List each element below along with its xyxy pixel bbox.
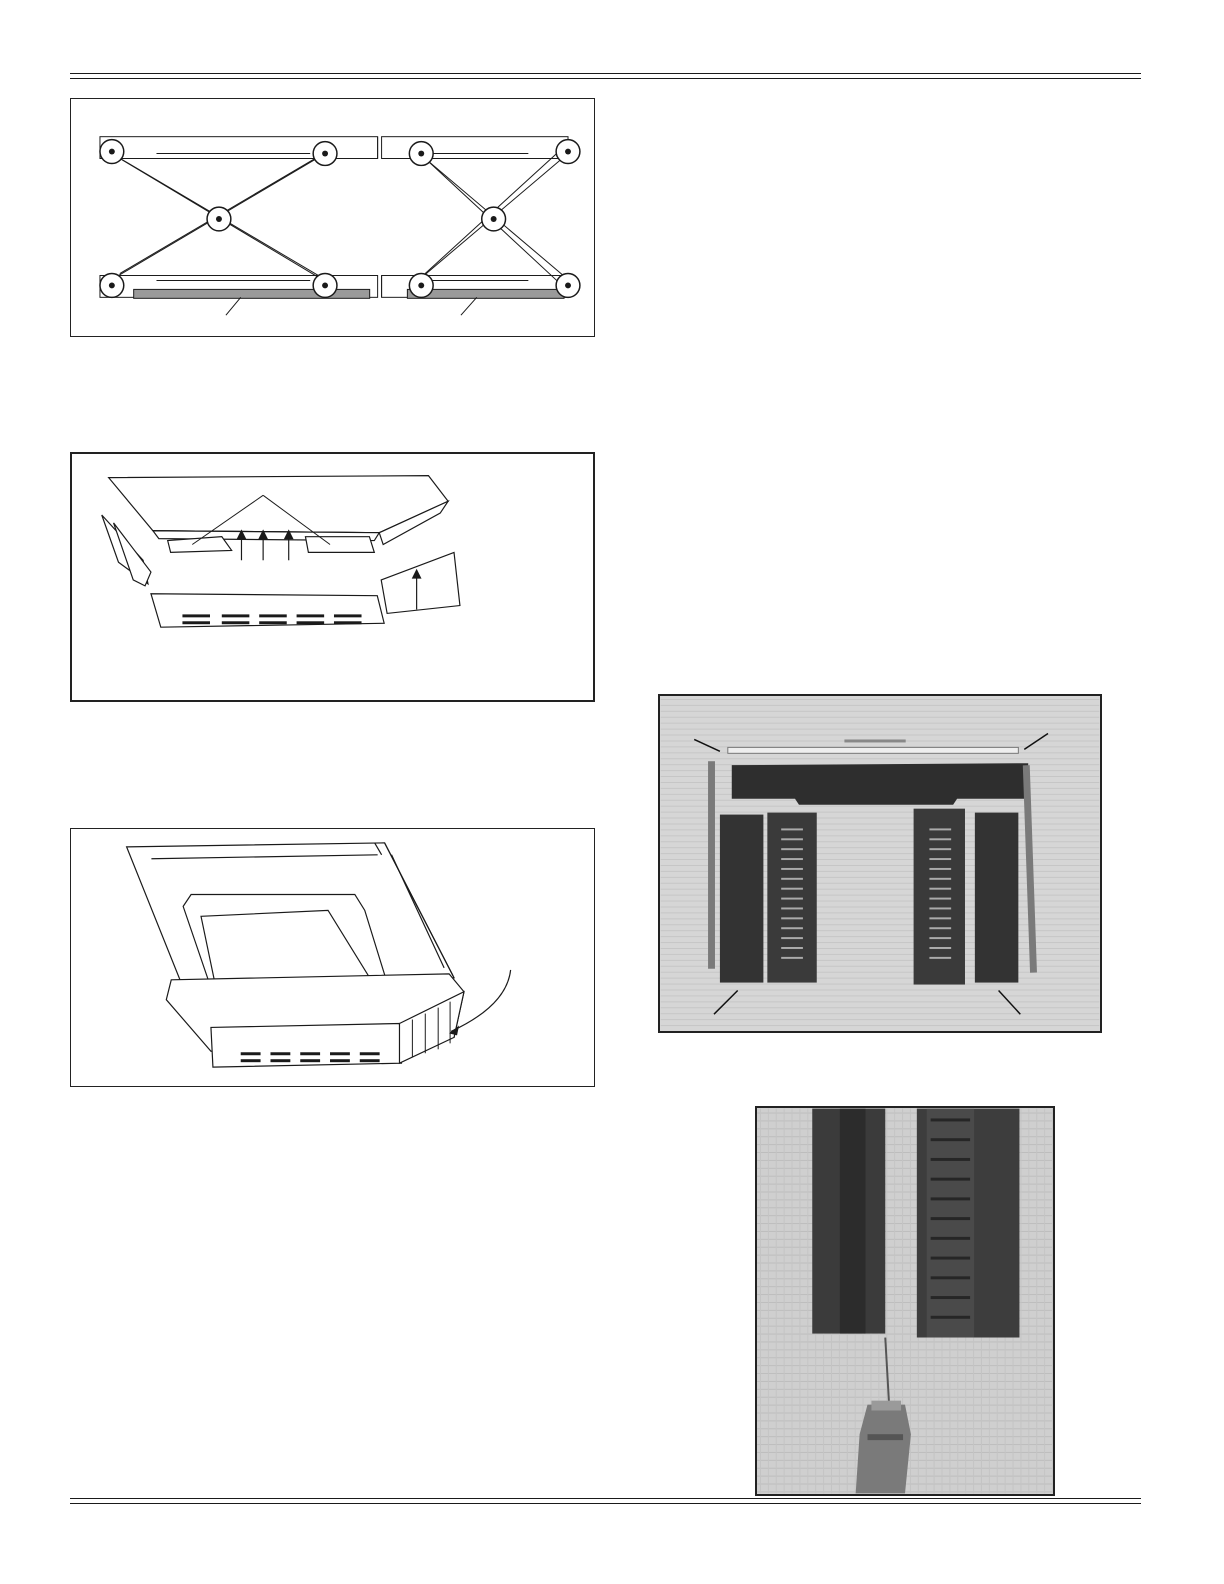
trim-kit-parts-image	[660, 696, 1100, 1031]
footer-rule-top	[70, 1498, 1141, 1499]
drilling-panels-image	[757, 1108, 1053, 1494]
hood-exploded-diagram	[70, 452, 595, 702]
header-rule-bottom	[70, 78, 1141, 79]
footer-rule-bottom	[70, 1503, 1141, 1504]
assembled-surround-drawing	[71, 829, 594, 1086]
header-rule-top	[70, 73, 1141, 74]
scissor-frame-drawing	[71, 99, 594, 336]
hood-exploded-drawing	[72, 454, 593, 700]
scissor-frame-diagram	[70, 98, 595, 337]
trim-kit-parts-photo	[658, 694, 1102, 1033]
assembled-surround-diagram	[70, 828, 595, 1087]
drilling-panels-photo	[755, 1106, 1055, 1496]
